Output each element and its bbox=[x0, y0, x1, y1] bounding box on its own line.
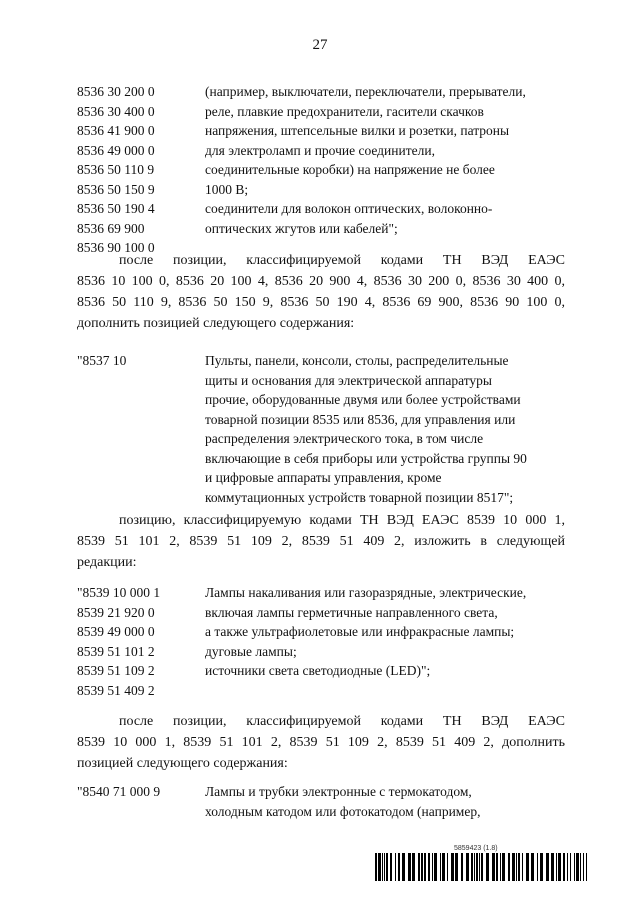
description-line: и цифровые аппараты управления, кроме bbox=[205, 470, 442, 485]
paragraph-line: 8536 10 100 0, 8536 20 100 4, 8536 20 900 4, 8536 30 200 0, 8536 30 400 0, bbox=[77, 274, 565, 289]
code-list bbox=[77, 351, 205, 371]
description-line: Пульты, панели, консоли, столы, распределительные bbox=[205, 353, 509, 368]
tnved-code: 8539 21 920 0 bbox=[77, 604, 155, 620]
instruction-paragraph bbox=[77, 250, 565, 334]
description-line: (например, выключатели, переключатели, прерыватели, bbox=[205, 84, 526, 99]
tnved-code: 8539 51 109 2 bbox=[77, 663, 155, 678]
tnved-code: 8536 49 000 0 bbox=[77, 142, 155, 158]
paragraph-line: 8536 50 110 9, 8536 50 150 9, 8536 50 190 4, 8536 69 900, 8536 90 100 0, bbox=[77, 295, 565, 310]
description-line: включая лампы герметичные направленного света, bbox=[205, 604, 498, 620]
tariff-entry-8537 bbox=[77, 351, 564, 511]
page-number: 27 bbox=[312, 37, 328, 53]
goods-description bbox=[205, 351, 565, 507]
description-line: распределения электрического тока, в том числе bbox=[205, 431, 484, 446]
description-line: коммутационных устройств товарной позиции 8517"; bbox=[205, 489, 514, 505]
tnved-code: 8536 50 150 9 bbox=[77, 181, 155, 197]
description-line: а также ультрафиолетовые или инфракрасные лампы; bbox=[205, 624, 515, 639]
tnved-code: "8539 10 000 1 bbox=[77, 585, 161, 600]
tnved-code: 8539 51 101 2 bbox=[77, 643, 155, 659]
description-line: для электроламп и прочие соединители, bbox=[205, 142, 435, 158]
description-line: 1000 В; bbox=[205, 181, 249, 197]
code-list bbox=[77, 82, 205, 258]
description-line: холодным катодом или фотокатодом (например, bbox=[205, 803, 481, 819]
tariff-entry-8539 bbox=[77, 583, 564, 703]
paragraph-line: 8539 10 000 1, 8539 51 101 2, 8539 51 109 2, 8539 51 409 2, дополнить bbox=[77, 735, 565, 750]
description-line: Лампы и трубки электронные с термокатодом, bbox=[205, 784, 472, 799]
tnved-code: 8539 49 000 0 bbox=[77, 624, 155, 639]
tnved-code: 8536 69 900 bbox=[77, 220, 145, 236]
paragraph-line: после позиции, классифицируемой кодами ТН ВЭД ЕАЭС bbox=[119, 714, 565, 729]
paragraph-line: дополнить позицией следующего содержания: bbox=[77, 316, 355, 331]
tnved-code: 8539 51 409 2 bbox=[77, 682, 155, 698]
document-stamp: 5859423 (1.8) bbox=[454, 845, 498, 852]
description-line: реле, плавкие предохранители, гасители скачков bbox=[205, 103, 484, 119]
paragraph-line: позицией следующего содержания: bbox=[77, 756, 288, 771]
goods-description bbox=[205, 583, 565, 681]
tnved-code: "8540 71 000 9 bbox=[77, 784, 161, 799]
description-line: щиты и основания для электрической аппаратуры bbox=[205, 372, 493, 388]
description-line: оптических жгутов или кабелей"; bbox=[205, 220, 398, 236]
paragraph-line: редакции: bbox=[77, 555, 137, 570]
tnved-code: 8536 50 190 4 bbox=[77, 201, 155, 216]
instruction-paragraph bbox=[77, 510, 565, 573]
description-line: дуговые лампы; bbox=[205, 643, 297, 659]
description-line: прочие, оборудованные двумя или более устройствами bbox=[205, 392, 521, 407]
description-line: соединители для волокон оптических, волоконно- bbox=[205, 201, 493, 216]
code-list bbox=[77, 782, 205, 802]
tnved-code: "8537 10 bbox=[77, 353, 127, 368]
tariff-entry-8540 bbox=[77, 782, 564, 827]
description-line: соединительные коробки) на напряжение не более bbox=[205, 162, 495, 177]
description-line: Лампы накаливания или газоразрядные, электрические, bbox=[205, 585, 527, 600]
tnved-code: 8536 30 200 0 bbox=[77, 84, 155, 99]
goods-description bbox=[205, 82, 565, 238]
description-line: напряжения, штепсельные вилки и розетки, патроны bbox=[205, 123, 510, 138]
paragraph-line: 8539 51 101 2, 8539 51 109 2, 8539 51 409 2, изложить в следующей bbox=[77, 534, 565, 549]
tnved-code: 8536 30 400 0 bbox=[77, 103, 155, 119]
code-list bbox=[77, 583, 205, 700]
description-line: источники света светодиодные (LED)"; bbox=[205, 663, 431, 678]
tnved-code: 8536 41 900 0 bbox=[77, 123, 155, 138]
tnved-code: 8536 90 100 0 bbox=[77, 240, 155, 255]
barcode-icon bbox=[375, 853, 590, 881]
tariff-entry-8536 bbox=[77, 82, 564, 262]
tnved-code: 8536 50 110 9 bbox=[77, 162, 155, 177]
description-line: включающие в себя приборы или устройства группы 90 bbox=[205, 450, 527, 466]
paragraph-line: после позиции, классифицируемой кодами ТН ВЭД ЕАЭС bbox=[119, 253, 565, 268]
goods-description bbox=[205, 782, 565, 821]
description-line: товарной позиции 8535 или 8536, для управления или bbox=[205, 411, 516, 427]
instruction-paragraph bbox=[77, 711, 565, 774]
paragraph-line: позицию, классифицируемую кодами ТН ВЭД ЕАЭС 8539 10 000 1, bbox=[119, 513, 565, 528]
